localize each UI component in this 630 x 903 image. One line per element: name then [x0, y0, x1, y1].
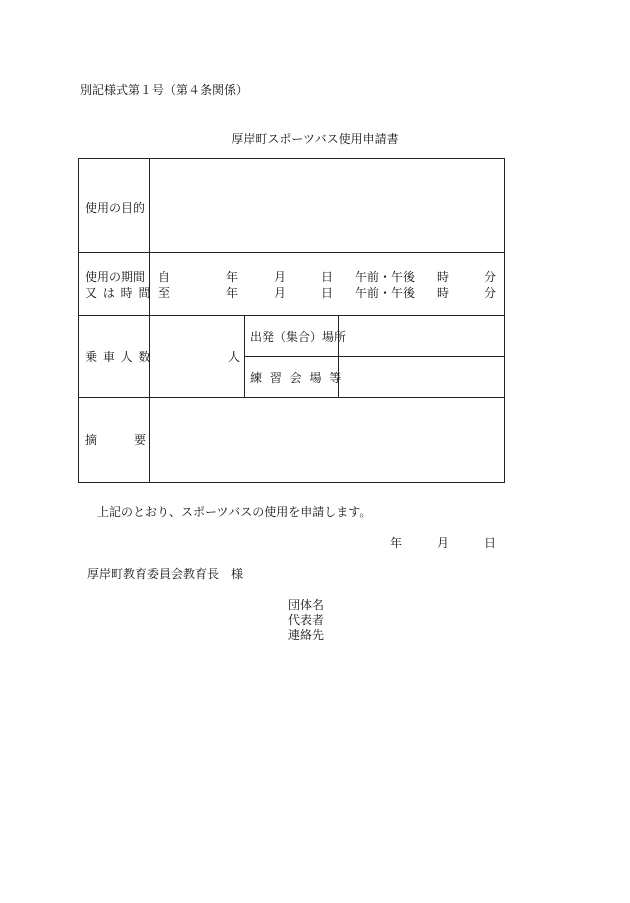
document-title: 厚岸町スポーツバス使用申請書 — [231, 132, 399, 146]
date-year: 年 — [390, 536, 403, 550]
period-from-year: 年 — [226, 270, 239, 284]
period-from-day: 日 — [321, 270, 334, 284]
date-month: 月 — [437, 536, 450, 550]
application-table — [78, 158, 505, 483]
summary-field[interactable] — [151, 399, 501, 479]
period-from-prefix: 自 — [158, 270, 171, 284]
period-from-month: 月 — [274, 270, 287, 284]
representative-label: 代表者 — [288, 613, 325, 627]
period-to-ampm: 午前・午後 — [355, 286, 416, 300]
passengers-label: 乗 車 人 数 — [85, 350, 152, 364]
addressee: 厚岸町教育委員会教育長 様 — [87, 567, 244, 581]
period-to-day: 日 — [321, 286, 334, 300]
period-to-minute: 分 — [484, 286, 497, 300]
departure-label: 出発（集合）場所 — [250, 330, 347, 344]
period-to-hour: 時 — [437, 286, 450, 300]
group-name-label: 団体名 — [288, 598, 325, 612]
practice-venue-label: 練 習 会 場 等 — [250, 371, 344, 385]
period-from-hour: 時 — [437, 270, 450, 284]
period-to-prefix: 至 — [158, 286, 171, 300]
summary-label-b: 要 — [134, 433, 147, 447]
summary-label-a: 摘 — [85, 433, 98, 447]
period-to-month: 月 — [274, 286, 287, 300]
passengers-unit: 人 — [228, 350, 241, 364]
contact-label: 連絡先 — [288, 628, 325, 642]
form-number: 別記様式第１号（第４条関係） — [80, 83, 249, 97]
period-to-year: 年 — [226, 286, 239, 300]
period-label-2: 又 は 時 間 — [85, 286, 152, 300]
departure-field[interactable] — [341, 317, 501, 354]
practice-venue-field[interactable] — [341, 358, 501, 395]
date-day: 日 — [484, 536, 497, 550]
period-from-ampm: 午前・午後 — [355, 270, 416, 284]
declaration-text: 上記のとおり、スポーツバスの使用を申請します。 — [97, 505, 372, 519]
period-label-1: 使用の期間 — [85, 270, 146, 284]
purpose-label: 使用の目的 — [85, 201, 146, 215]
period-from-minute: 分 — [484, 270, 497, 284]
purpose-field[interactable] — [151, 161, 501, 249]
